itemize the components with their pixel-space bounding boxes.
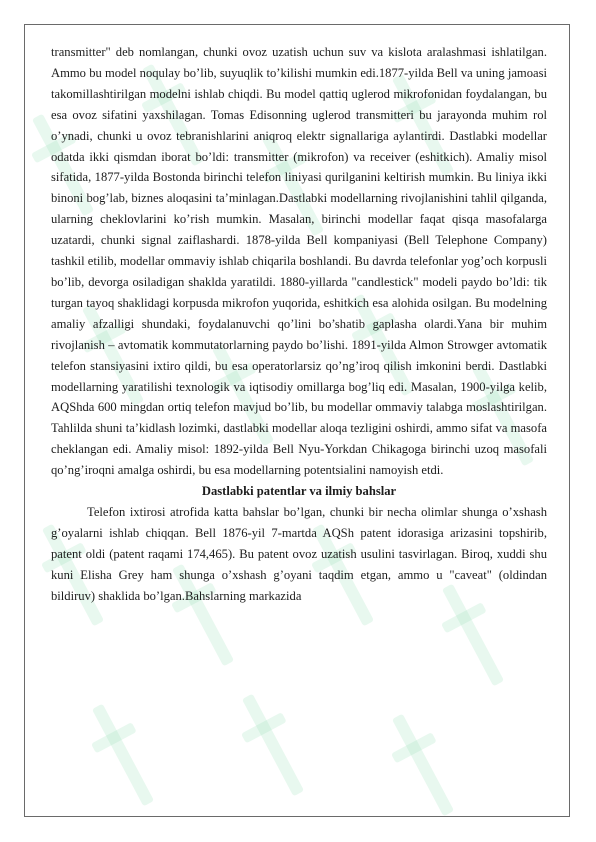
body-paragraph: transmitter" deb nomlangan, chunki ovoz uzatish uchun suv va kislota aralashmasi ishlatilgan. Ammo bu model noqulay bo’lib, suyuqlik to’kilishi mumkin edi.1877-yilda Bell va uning jamoasi takomillashtirilgan modelni ishlab chiqdi. Bu model qattiq uglerod mikrofonidan foydalangan, bu esa ovoz sifatini yaxshilagan. Tomas Edisonning uglerod transmitteri bu jarayonda muhim rol o’ynadi, chunki u ovoz tebranishlarini aniqroq elektr signallariga aylantirdi. Dastlabki modellar odatda ikki qismdan iborat bo’ldi: transmitter (mikrofon) va receiver (eshitkich). Amaliy misol sifatida, 1877-yilda Bostonda birinchi telefon liniyasi qurilganini keltirish mumkin. Bu liniya ikki binoni bog’lab, biznes aloqasini ta’minlagan.Dastlabki modellarning rivojlanishini tahlil qilganda, ularning cheklovlarini ko’rish mumkin. Masalan, birinchi modellar faqat qisqa masofalarga uzatardi, chunki signal zaiflashardi. 1878-yilda Bell kompaniyasi (Bell Telephone Company) tashkil etilib, modellar ommaviy ishlab chiqarila boshlandi. Bu davrda telefonlar yog’och korpusli bo’lib, devorga osiladigan shaklda yaratildi. 1880-yillarda "candlestick" modeli paydo bo’ldi: tik turgan tayoq shaklidagi korpusda mikrofon yuqorida, eshitkich esa alohida osilgan. Bu modelning amaliy afzalligi shundaki, foydalanuvchi qo’lini bo’shatib gaplasha olardi.Yana bir muhim rivojlanish – avtomatik kommutatorlarning paydo bo’lishi. 1891-yilda Almon Strowger avtomatik telefon stansiyasini ixtiro qildi, bu esa operatorlarsiz qo’ng’iroq qilish imkonini berdi. Dastlabki modellarning yaratilishi texnologik va iqtisodiy omillarga bog’liq edi. Masalan, 1900-yilga kelib, AQShda 600 mingdan ortiq telefon mavjud bo’lib, bu modellar ommaviy talabga moslashtirilgan. Tahlilda shuni ta’kidlash lozimki, dastlabki modellar aloqa tezligini oshirdi, ammo sifat va masofa cheklangan edi. Amaliy misol: 1892-yilda Bell Nyu-Yorkdan Chikagoga birinchi uzoq masofali qo’ng’iroqni amalga oshirdi, bu esa modellarning potentsialini namoyish etdi.: [51, 45, 547, 478]
page-content: [51, 42, 547, 606]
section-heading: Dastlabki patentlar va ilmiy bahslar: [201, 484, 397, 499]
body-paragraph: Telefon ixtirosi atrofida katta bahslar bo’lgan, chunki bir necha olimlar shunga o’xshash g’oyalarni ishlab chiqqan. Bell 1876-yil 7-martda AQSh patent idorasiga arizasini topshirib, patent oldi (patent raqami 174,465). Bu patent ovoz uzatish usulini tasvirlagan. Biroq, xuddi shu kuni Elisha Grey ham shunga o’xshash g’oyani taqdim etgan, ammo u "caveat" (oldindan bildiruv) shaklida bo’lgan.Bahslarning markazida: [51, 504, 547, 603]
